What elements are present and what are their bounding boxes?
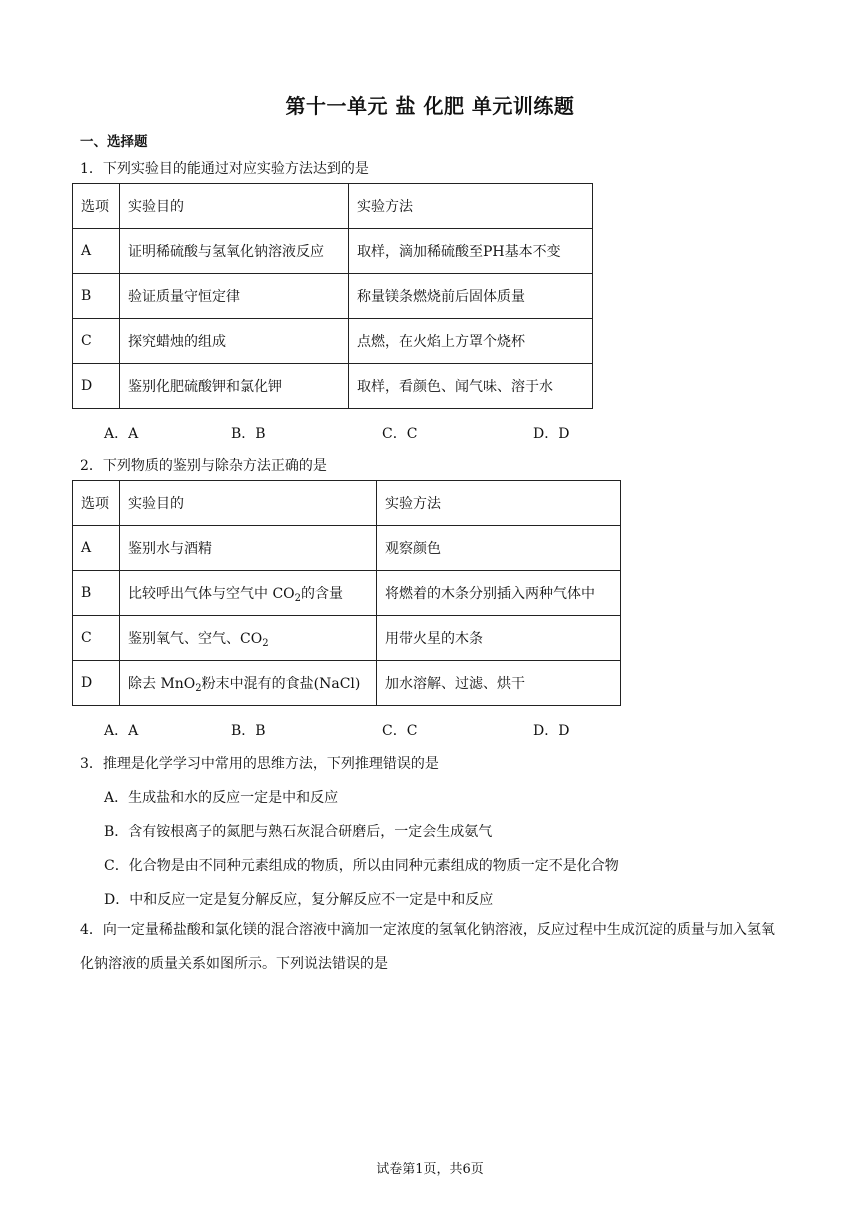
row-goal: [120, 526, 377, 571]
row-goal: 探究蜡烛的组成: [120, 319, 349, 364]
choice-c[interactable]: C．C: [382, 426, 418, 442]
question-2-table: [72, 480, 621, 706]
row-method: 观察颜色: [377, 526, 621, 571]
page-footer: 试卷第1页，共6页: [376, 1162, 484, 1177]
header-method: 实验方法: [349, 184, 593, 229]
row-goal: 鉴别化肥硫酸钾和氯化钾: [120, 364, 349, 409]
row-option: D: [73, 364, 120, 409]
row-goal: 验证质量守恒定律: [120, 274, 349, 319]
header-option: 选项: [73, 184, 120, 229]
goal-subscript: 2: [262, 637, 269, 649]
goal-text: 鉴别水与酒精: [128, 541, 212, 557]
goal-text: 比较呼出气体与空气中 CO: [128, 585, 295, 602]
row-goal: [120, 616, 377, 661]
choice-a[interactable]: A．A: [104, 426, 139, 442]
row-option: B: [73, 274, 120, 319]
page-title: 第十一单元 盐 化肥 单元训练题: [285, 94, 575, 118]
question-3-stem: 3．推理是化学学习中常用的思维方法，下列推理错误的是: [80, 756, 439, 772]
choice-a[interactable]: A．A: [104, 723, 139, 739]
choice-b[interactable]: B．B: [231, 426, 266, 442]
table-row: [73, 661, 621, 706]
choice-d[interactable]: D．D: [533, 723, 570, 739]
table-row: [73, 526, 621, 571]
goal-subscript: 2: [294, 592, 302, 604]
choice-c[interactable]: C．化合物是由不同种元素组成的物质，所以由同种元素组成的物质一定不是化合物: [104, 858, 619, 874]
header-goal: 实验目的: [120, 481, 377, 526]
header-method: 实验方法: [377, 481, 621, 526]
row-method: 取样，看颜色、闻气味、溶于水: [349, 364, 593, 409]
table-row: [73, 616, 621, 661]
table-row: [73, 364, 593, 409]
goal-text-suffix: 的含量: [301, 585, 344, 602]
row-option: D: [73, 661, 120, 706]
header-goal: 实验目的: [120, 184, 349, 229]
table-header-row: [73, 481, 621, 526]
section-heading: 一、选择题: [80, 134, 148, 150]
question-1-table: [72, 183, 593, 409]
goal-subscript: 2: [195, 682, 202, 694]
row-method: 将燃着的木条分别插入两种气体中: [377, 571, 621, 616]
row-option: C: [73, 319, 120, 364]
header-option: 选项: [73, 481, 120, 526]
question-2-stem: 2．下列物质的鉴别与除杂方法正确的是: [80, 458, 327, 474]
table-row: [73, 571, 621, 616]
row-option: B: [73, 571, 120, 616]
choice-d[interactable]: D．中和反应一定是复分解反应，复分解反应不一定是中和反应: [104, 892, 494, 908]
row-option: C: [73, 616, 120, 661]
goal-text: 鉴别氧气、空气、CO: [128, 630, 263, 647]
table-row: [73, 319, 593, 364]
table-header-row: [73, 184, 593, 229]
table-row: [73, 229, 593, 274]
table-row: [73, 274, 593, 319]
row-option: A: [73, 526, 120, 571]
choice-b[interactable]: B．含有铵根离子的氮肥与熟石灰混合研磨后，一定会生成氨气: [104, 824, 493, 840]
choice-d[interactable]: D．D: [533, 426, 570, 442]
row-goal: 证明稀硫酸与氢氧化钠溶液反应: [120, 229, 349, 274]
choice-a[interactable]: A．生成盐和水的反应一定是中和反应: [104, 790, 339, 806]
row-method: 称量镁条燃烧前后固体质量: [349, 274, 593, 319]
row-method: 取样，滴加稀硫酸至PH基本不变: [349, 229, 593, 274]
choice-b[interactable]: B．B: [231, 723, 266, 739]
row-option: A: [73, 229, 120, 274]
row-goal: [120, 661, 377, 706]
question-4-stem: 4．向一定量稀盐酸和氯化镁的混合溶液中滴加一定浓度的氢氧化钠溶液，反应过程中生成沉淀的质量与加入氢氧化钠溶液的质量关系如图所示。下列说法错误的是: [80, 922, 775, 972]
question-1-stem: 1．下列实验目的能通过对应实验方法达到的是: [80, 161, 369, 177]
row-method: 加水溶解、过滤、烘干: [377, 661, 621, 706]
choice-c[interactable]: C．C: [382, 723, 418, 739]
row-method: 点燃，在火焰上方罩个烧杯: [349, 319, 593, 364]
goal-text-suffix: 粉末中混有的食盐(NaCl): [201, 675, 361, 692]
goal-text: 除去 MnO: [128, 675, 196, 692]
row-method: 用带火星的木条: [377, 616, 621, 661]
row-goal: [120, 571, 377, 616]
